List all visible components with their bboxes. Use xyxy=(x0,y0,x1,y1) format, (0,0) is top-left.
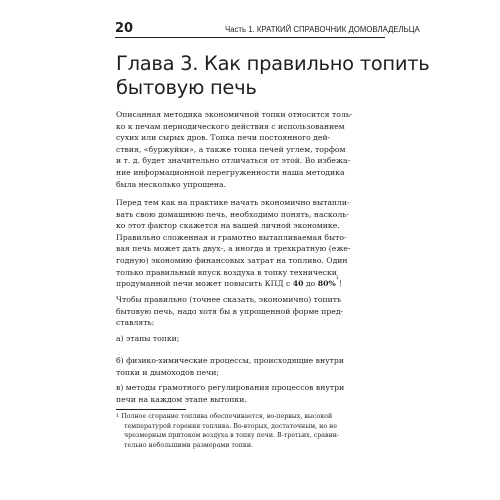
text-line: температурой горения топлива. Во-вторых, достаточным, но не xyxy=(124,422,338,430)
kpd-value-to: 80% xyxy=(317,279,336,289)
header-divider xyxy=(115,37,385,38)
text-line: в) методы грамотного регулирования процессов внутри xyxy=(116,383,345,392)
footnote xyxy=(116,412,388,450)
text-line: а) этапы топки; xyxy=(116,334,180,343)
page-number: 20 xyxy=(115,21,134,36)
text-line: ставлять: xyxy=(116,318,155,328)
text-line: сухих или сырых дров. Топка печи постоянного дей- xyxy=(116,133,331,143)
text-line: только правильный впуск воздуха в топку технически xyxy=(116,267,337,277)
text-run: до xyxy=(303,279,318,289)
text-line: вать свою домашнюю печь, необходимо понять, насколь- xyxy=(116,209,350,219)
kpd-value-from: 40 xyxy=(292,279,304,289)
text-line: чрезмерным притоком воздуха в топку печи. В-третьих, сравни- xyxy=(124,432,340,440)
text-line: ко этот фактор скажется на вашей личной экономике. xyxy=(116,221,340,231)
text-line: была несколько упрощена. xyxy=(116,179,227,189)
text-line: печи на каждом этапе вытопки. xyxy=(116,394,247,404)
text-line: ние информационной перегруженности наша методика xyxy=(116,167,345,177)
paragraph-2 xyxy=(116,197,388,290)
text-line: б) физико-химические процессы, происходящие внутри xyxy=(116,356,344,365)
footnote-reference: 1 xyxy=(335,275,339,282)
text-line: тельно небольшими размерами топки. xyxy=(124,441,254,449)
list-item-c xyxy=(116,382,388,405)
list-item-a xyxy=(116,333,388,345)
footnote-mark: 1 xyxy=(116,413,120,419)
chapter-title xyxy=(116,52,430,100)
chapter-title-line: бытовую печь xyxy=(116,76,257,99)
text-line: бытовую печь, надо хотя бы в упрощенной форме пред- xyxy=(116,306,344,316)
text-line: Чтобы правильно (точнее сказать, экономично) топить xyxy=(116,295,342,304)
text-line: ко к печам периодического действия с использованием xyxy=(116,121,345,131)
text-line: топки и дымоходов печи; xyxy=(116,367,219,377)
running-title: Часть 1. КРАТКИЙ СПРАВОЧНИК ДОМОВЛАДЕЛЬЦА xyxy=(225,25,420,34)
text-line: Перед тем как на практике начать экономично вытапли- xyxy=(116,198,350,207)
text-line: и т. д. будет значительно отличаться от этой. Во избежа- xyxy=(116,156,351,166)
chapter-title-line: Глава 3. Как правильно топить xyxy=(116,52,430,75)
paragraph-3 xyxy=(116,294,388,329)
text-line: годную) экономию финансовых затрат на топливо. Один xyxy=(116,255,348,265)
text-run: продуманной печи может повысить КПД с xyxy=(116,279,293,289)
footnote-divider xyxy=(116,409,186,410)
text-line xyxy=(116,275,388,290)
text-line: ствия, «буржуйки», а также топка печей углем, торфом xyxy=(116,144,346,154)
text-line xyxy=(116,412,388,422)
text-line: Правильно сложенная и грамотно вытапливаемая быто- xyxy=(116,232,347,242)
text-line: вая печь может дать двух-, а иногда и трехкратную (еже- xyxy=(116,244,351,254)
text-line: Описанная методика экономичной топки относится толь- xyxy=(116,110,353,119)
list-item-b xyxy=(116,355,388,378)
text-run: ! xyxy=(338,279,343,289)
text-run: Полное сгорание топлива обеспечивается, во-первых, высокой xyxy=(121,413,333,420)
paragraph-1 xyxy=(116,109,388,190)
